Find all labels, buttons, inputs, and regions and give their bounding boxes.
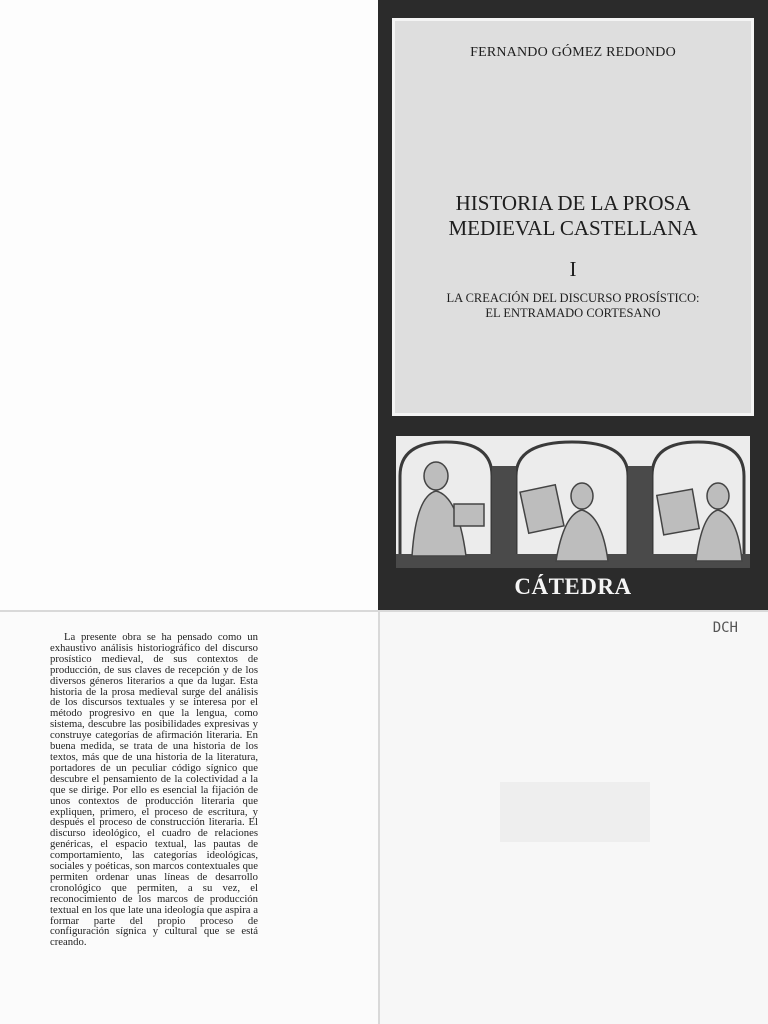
show-through-text xyxy=(500,782,650,842)
blank-right-page xyxy=(380,612,768,1024)
author-name: FERNANDO GÓMEZ REDONDO xyxy=(470,45,676,60)
volume-number: I xyxy=(569,257,577,281)
title-line-1: HISTORIA DE LA PROSA xyxy=(455,191,691,215)
subtitle-line-2: EL ENTRAMADO CORTESANO xyxy=(485,306,661,320)
scribes-engraving-image xyxy=(396,436,750,568)
book-subtitle xyxy=(395,291,751,321)
back-cover-blurb: La presente obra se ha pensado como un exhaustivo análisis historiográfico del discurso prosístico medieval, de sus contextos de producción, de sus claves de recepción y de los diversos géneros literarios a que da lugar. Esta historia de la prosa medieval surge del análisis de los discursos textuales y se interesa por el método progresivo en que la lengua, como sistema, descubre las posibilidades expresivas y construye categorías de afirmación literaria. En buena medida, se trata de una historia de los textos, más que de una historia de la literatura, portadores de un peculiar código sígnico que descubre el pensamiento de la colectividad a la que se dirige. Por ello es esencial la fijación de unos contextos de producción literaria que expliquen, primero, el proceso de escritura, y después el proceso de construcción literaria. El discurso ideológico, el cuadro de relaciones genéricas, el espacio textual, las pautas de comportamiento, las categorías ideológicas, sociales y poéticas, son marcos contextuales que permiten ordenar unas líneas de desarrollo cronológico que permiten, a su vez, el reconocimiento de los marcos de producción textual en los que late una ideología que aspira a formar parte del propio proceso de configuración sígnica y cultural que se está creando. xyxy=(50,631,258,949)
book-back-cover xyxy=(0,612,378,1024)
subtitle-line-1: LA CREACIÓN DEL DISCURSO PROSÍSTICO: xyxy=(446,291,700,305)
medieval-scribes-illustration xyxy=(396,436,750,568)
title-line-2: MEDIEVAL CASTELLANA xyxy=(448,216,698,240)
book-front-cover xyxy=(378,0,768,610)
book-title xyxy=(395,191,751,241)
blank-left-page xyxy=(0,0,378,610)
cover-title-panel xyxy=(392,18,754,416)
publisher-name: CÁTEDRA xyxy=(514,574,632,599)
handwritten-annotation: DCH xyxy=(712,620,738,636)
